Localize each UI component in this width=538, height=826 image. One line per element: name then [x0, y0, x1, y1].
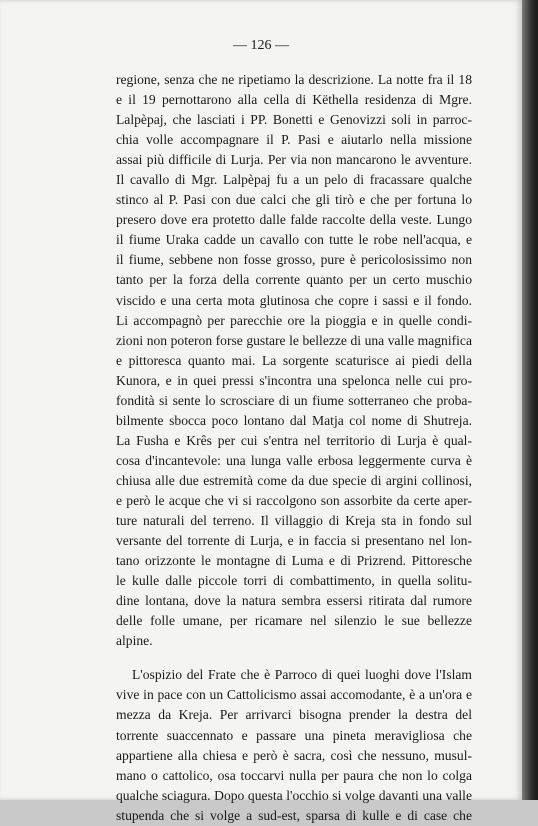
text-line: torrente suaccennato e passare una pineta meravigliosa che	[116, 727, 472, 743]
text-line: vive in pace con un Cattolicismo assai accomodante, è a un'ora e	[116, 687, 472, 703]
text-line: e il 19 pernottarono alla cella di Këthella residenza di Mgre.	[116, 92, 472, 108]
text-line: le kulle dalle piccole torri di combattimento, in quella solitu-	[116, 573, 472, 589]
text-line: cosa d'incantevole: una lunga valle erbosa leggermente curva è	[116, 452, 472, 468]
text-line: e pittoresca quanto mai. La sorgente scaturisce ai piedi della	[116, 352, 472, 368]
text-line: mano o cattolico, osa toccarvi nulla per paura che non lo colga	[116, 767, 472, 783]
text-line: Li accompagnò per parecchie ore la pioggia e in quelle condi-	[116, 312, 472, 328]
text-line: Il cavallo di Mgr. Lalpèpaj fu a un pelo di fracassare qualche	[116, 172, 472, 188]
text-line: La Fusha e Krês per cui s'entra nel territorio di Lurja è qual-	[116, 432, 472, 448]
text-line: chiusa alle due estremità come da due specie di argini collinosi,	[116, 472, 472, 488]
text-line: dine lontana, dove la natura sembra essersi ritirata dal rumore	[116, 593, 472, 609]
page-edge-shadow	[522, 0, 538, 800]
text-line: alpine.	[116, 633, 153, 649]
text-line: Lalpèpaj, che lasciati i PP. Bonetti e Genovizzi soli in parroc-	[116, 112, 472, 128]
paragraph	[116, 665, 472, 825]
text-line: delle folle umane, per ricamare nel silenzio le sue bellezze	[116, 613, 472, 629]
text-line: il fiume, sebbene non fosse grosso, pure è pericolosissimo non	[116, 252, 472, 268]
text-line: qualche sciagura. Dopo questa l'occhio si volge davanti una valle	[116, 787, 472, 803]
text-line: viscido e una certa mota glutinosa che copre i sassi e il fondo.	[116, 292, 472, 308]
text-line: assai più difficile di Lurja. Per via non mancarono le avventure.	[116, 152, 472, 168]
text-line: presero dove era protetto dalle falde raccolte della veste. Lungo	[116, 212, 472, 228]
text-line: stupenda che si volge a sud-est, sparsa di kulle e di case che	[116, 807, 472, 823]
text-line: e però le acque che vi si raccolgono son assorbite da certe aper-	[116, 492, 472, 508]
body-text	[116, 70, 472, 826]
paragraph	[116, 70, 472, 651]
text-line: L'ospizio del Frate che è Parroco di quei luoghi dove l'Islam	[132, 667, 472, 683]
text-line: ture naturali del terreno. Il villaggio di Kreja sta in fondo sul	[116, 513, 472, 529]
text-line: Kunora, e in quei pressi s'incontra una spelonca nelle cui pro-	[116, 372, 472, 388]
text-line: mezza da Kreja. Per arrivarci bisogna prender la destra del	[116, 707, 472, 723]
text-line: zioni non poteron forse gustare le bellezze di una valle magnifica	[116, 332, 472, 348]
text-line: chia volle accompagnare il P. Pasi e aiutarlo nella missione	[116, 132, 472, 148]
text-line: stinco al P. Pasi con due calci che gli tirò e che per fortuna lo	[116, 192, 472, 208]
text-line: regione, senza che ne ripetiamo la descrizione. La notte fra il 18	[116, 72, 472, 87]
page-number: — 126 —	[233, 38, 289, 53]
text-line: tanto per la forza della corrente quanto per un certo muschio	[116, 272, 472, 288]
text-line: fondità si sente lo scrosciare di un fiume sotterraneo che proba-	[116, 392, 472, 408]
paragraph-gap	[116, 651, 472, 665]
text-line: versante del torrente di Lurja, e in faccia si presentano nel lon-	[116, 533, 472, 549]
text-line: appartiene alla chiesa e però è sacra, così che nessuno, musul-	[116, 747, 472, 763]
text-line: tano orizzonte le montagne di Luma e di Prizrend. Pittoresche	[116, 553, 472, 569]
text-line: il fiume Uraka cadde un cavallo con tutte le robe nell'acqua, e	[116, 232, 472, 248]
text-line: bilmente sbocca poco lontano dal Matja col nome di Shutreja.	[116, 412, 472, 428]
